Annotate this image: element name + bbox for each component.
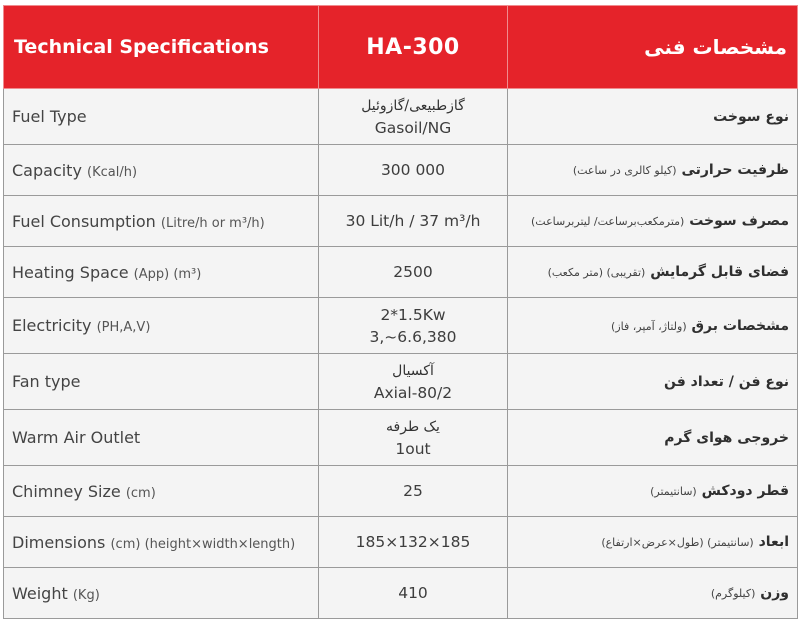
row-value	[319, 196, 508, 247]
label-text: Weight	[12, 583, 68, 603]
unit-text: (Kcal/h)	[87, 164, 138, 180]
label-text: Chimney Size	[12, 481, 121, 501]
row-label-en	[4, 196, 319, 247]
unit-text: (App) (m³)	[133, 266, 202, 282]
unit-text: (cm) (height×width×length)	[110, 536, 296, 552]
label-text: Fuel Consumption	[12, 211, 156, 231]
row-label-en	[4, 410, 319, 466]
table-row-weight	[4, 568, 798, 619]
row-value	[319, 466, 508, 517]
row-label-fa	[508, 354, 798, 410]
header-title-en: Technical Specifications	[4, 6, 319, 89]
row-label-fa	[508, 247, 798, 298]
value-text: 25	[403, 482, 423, 500]
label-fa-text: وزن	[760, 585, 789, 601]
unit-text: (cm)	[125, 485, 156, 501]
row-label-fa	[508, 568, 798, 619]
table-row-electricity	[4, 298, 798, 354]
label-fa-text: نوع سوخت	[713, 108, 789, 125]
table-row-capacity	[4, 145, 798, 196]
row-label-fa	[508, 410, 798, 466]
table-row-warm-air-outlet	[4, 410, 798, 466]
row-value	[319, 354, 508, 410]
value-text: Gasoil/NG	[374, 118, 452, 137]
unit-fa-text: (تقریبی) (متر مکعب)	[547, 266, 646, 279]
row-value	[319, 410, 508, 466]
row-label-en	[4, 145, 319, 196]
row-label-fa	[508, 298, 798, 354]
label-fa-text: ظرفیت حرارتی	[681, 162, 789, 178]
label-text: Electricity	[12, 316, 92, 335]
row-label-en	[4, 466, 319, 517]
label-fa-text: خروجی هوای گرم	[664, 429, 789, 446]
label-text: Heating Space	[12, 262, 129, 282]
row-label-en	[4, 517, 319, 568]
label-fa-text: مشخصات برق	[691, 317, 789, 334]
table-row-heating-space	[4, 247, 798, 298]
value-text: 410	[398, 584, 428, 602]
label-text: Warm Air Outlet	[12, 428, 141, 447]
row-value	[319, 247, 508, 298]
row-label-en	[4, 354, 319, 410]
unit-fa-text: (سانتیمتر)	[650, 485, 697, 498]
value-fa: گازطبیعی/گازوئیل	[361, 97, 465, 114]
table-row-dimensions	[4, 517, 798, 568]
value-text-2: 3,~6.6,380	[369, 327, 457, 346]
value-fa: آکسیال	[392, 362, 434, 379]
specifications-table	[3, 5, 798, 619]
value-text: Axial-80/2	[373, 383, 453, 402]
label-text: Fan type	[12, 372, 81, 391]
unit-fa-text: (مترمکعب‌برساعت/ لیتربرساعت)	[531, 215, 685, 228]
unit-text: (Kg)	[72, 587, 100, 603]
label-fa-text: ابعاد	[758, 534, 789, 550]
unit-fa-text: (کیلوگرم)	[710, 587, 756, 600]
table-row-fan-type	[4, 354, 798, 410]
header-row	[4, 6, 798, 89]
label-text: Dimensions	[12, 532, 106, 552]
value-text: 300 000	[380, 161, 446, 179]
row-value	[319, 568, 508, 619]
label-text: Fuel Type	[12, 107, 87, 126]
header-model: HA-300	[319, 6, 508, 89]
row-value	[319, 517, 508, 568]
unit-fa-text: (سانتیمتر) (طول×عرض×ارتفاع)	[601, 536, 754, 549]
label-fa-text: فضای قابل گرمایش	[650, 264, 789, 280]
row-value	[319, 298, 508, 354]
row-label-en	[4, 298, 319, 354]
row-label-fa	[508, 466, 798, 517]
label-text: Capacity	[12, 160, 82, 180]
value-text: 1out	[395, 439, 431, 458]
unit-fa-text: (ولتاژ، آمپر، فاز)	[611, 319, 687, 333]
table-row-fuel-consumption	[4, 196, 798, 247]
label-fa-text: قطر دودکش	[701, 483, 789, 499]
row-label-en	[4, 568, 319, 619]
unit-text: (Litre/h or m³/h)	[160, 215, 265, 231]
header-title-fa: مشخصات فنی	[508, 6, 798, 89]
row-label-en	[4, 89, 319, 145]
row-label-fa	[508, 145, 798, 196]
value-text: 2500	[393, 263, 433, 281]
label-fa-text: مصرف سوخت	[689, 213, 789, 229]
row-label-fa	[508, 196, 798, 247]
label-fa-text: نوع فن / تعداد فن	[664, 373, 789, 390]
value-text: 185×132×185	[355, 533, 471, 551]
table-row-chimney-size	[4, 466, 798, 517]
row-value	[319, 145, 508, 196]
row-label-en	[4, 247, 319, 298]
value-fa: یک طرفه	[386, 418, 440, 435]
row-value	[319, 89, 508, 145]
value-text: 30 Lit/h / 37 m³/h	[345, 212, 481, 230]
table-row-fuel-type	[4, 89, 798, 145]
row-label-fa	[508, 517, 798, 568]
unit-fa-text: (کیلو کالری در ساعت)	[572, 164, 677, 177]
unit-text: (PH,A,V)	[96, 320, 151, 335]
row-label-fa	[508, 89, 798, 145]
value-text: 2*1.5Kw	[380, 305, 446, 324]
